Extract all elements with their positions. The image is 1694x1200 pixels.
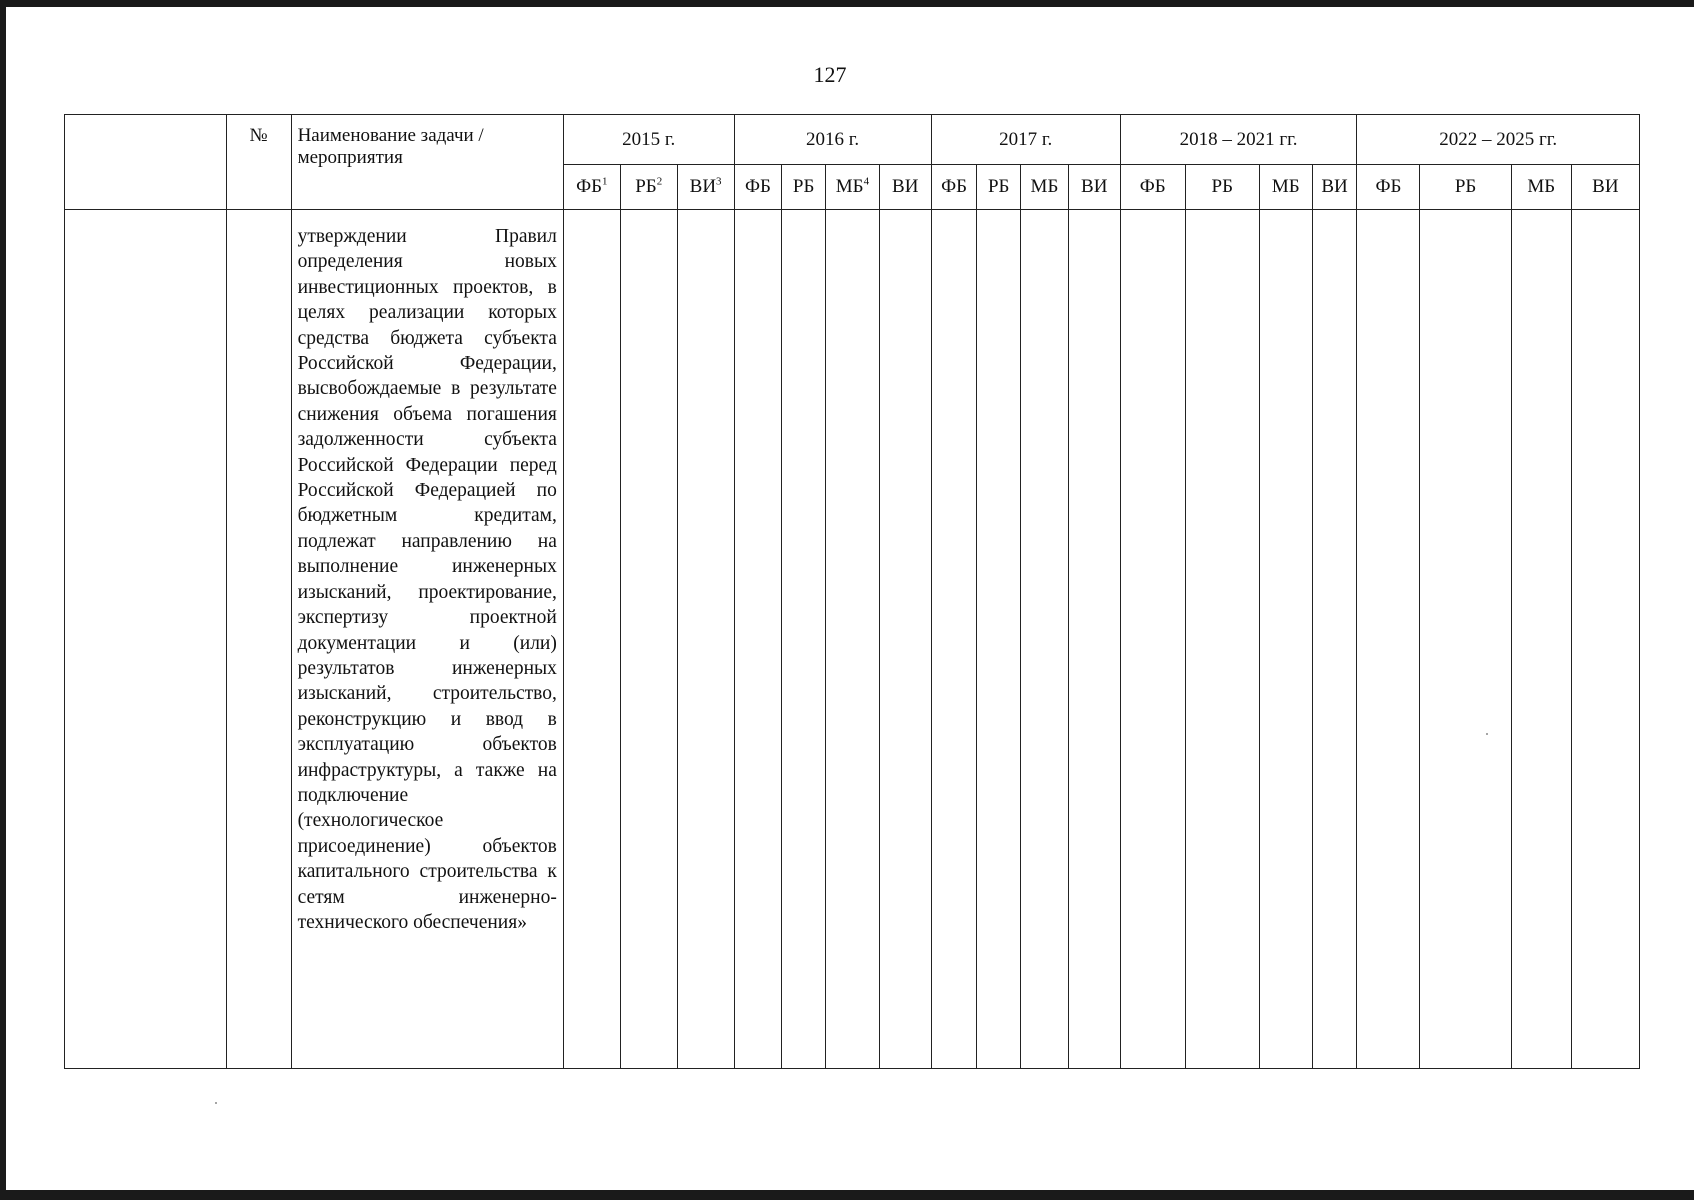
value-cell [1571, 210, 1639, 1069]
value-cell [1021, 210, 1069, 1069]
header-source-cell [977, 165, 1021, 210]
header-task-name: Наименование задачи / мероприятия [291, 115, 563, 210]
header-source-cell [1021, 165, 1069, 210]
source-label: ФБ [1139, 176, 1166, 197]
header-source-cell [1420, 165, 1511, 210]
source-label: ФБ [1375, 176, 1402, 197]
scan-border-left [0, 0, 6, 1200]
source-label: ФБ [744, 176, 771, 197]
header-source-cell [1068, 165, 1120, 210]
source-label: ВИ [1592, 176, 1619, 197]
footnote-mark: 3 [716, 175, 722, 188]
row-task-description: утверждении Правил определения новых инвестиционных проектов, в целях реализации которых средства бюджета субъекта Российской Федерации, высвобождаемые в результате снижения объема погашения задолженности субъекта Российской Федерации перед Российской Федерацией по бюджетным кредитам, подлежат направлению на выполнение инженерных изысканий, проектирование, экспертизу проектной документации и (или) результатов инженерных изысканий, строительство, реконструкцию и ввод в эксплуатацию объектов инфраструктуры, а также на подключение (технологическое присоединение) объектов капитального строительства к сетям инженерно-технического обеспечения» [291, 210, 563, 1069]
header-source-cell [1571, 165, 1639, 210]
value-cell [677, 210, 734, 1069]
scan-border-top [0, 0, 1694, 7]
header-period-2015: 2015 г. [563, 115, 734, 165]
scan-border-bottom [0, 1190, 1694, 1200]
source-label: РБ [635, 176, 657, 197]
budget-table [64, 114, 1640, 1069]
header-source-cell [620, 165, 677, 210]
footnote-mark: 2 [656, 175, 663, 188]
scan-speck [215, 1102, 217, 1104]
value-cell [563, 210, 620, 1069]
source-label: МБ [1271, 176, 1300, 197]
value-cell [1185, 210, 1259, 1069]
value-cell [1068, 210, 1120, 1069]
header-row-periods [65, 115, 1640, 165]
header-source-cell [734, 165, 782, 210]
header-source-cell [1511, 165, 1571, 210]
header-source-cell [825, 165, 879, 210]
value-cell [879, 210, 931, 1069]
header-source-cell [1259, 165, 1312, 210]
source-label: МБ [1030, 176, 1059, 197]
value-cell [620, 210, 677, 1069]
value-cell [977, 210, 1021, 1069]
value-cell [1312, 210, 1357, 1069]
header-source-cell [1185, 165, 1259, 210]
header-source-cell [1357, 165, 1420, 210]
source-label: ФБ [576, 176, 603, 197]
value-cell [1511, 210, 1571, 1069]
source-label: РБ [1454, 176, 1477, 197]
header-period-2022-2025: 2022 – 2025 гг. [1357, 115, 1640, 165]
header-source-cell [563, 165, 620, 210]
row-number-cell [226, 210, 291, 1069]
source-label: ФБ [941, 176, 967, 197]
header-period-2017: 2017 г. [931, 115, 1120, 165]
header-period-2018-2021: 2018 – 2021 гг. [1120, 115, 1357, 165]
header-source-cell [1312, 165, 1357, 210]
value-cell [1120, 210, 1185, 1069]
header-source-cell [782, 165, 826, 210]
header-blank-column [65, 115, 227, 210]
header-period-2016: 2016 г. [734, 115, 931, 165]
footnote-mark: 1 [602, 175, 608, 188]
value-cell [782, 210, 826, 1069]
header-source-cell [677, 165, 734, 210]
value-cell [931, 210, 977, 1069]
value-cell [1420, 210, 1511, 1069]
table-row [65, 210, 1640, 1069]
header-source-cell [931, 165, 977, 210]
source-label: ВИ [1321, 176, 1348, 197]
source-label: ВИ [1081, 176, 1108, 197]
source-label: РБ [792, 176, 815, 197]
value-cell [1259, 210, 1312, 1069]
value-cell [825, 210, 879, 1069]
source-label: РБ [1211, 176, 1234, 197]
header-number: № [226, 115, 291, 210]
source-label: ВИ [892, 176, 919, 197]
source-label: РБ [987, 176, 1010, 197]
source-label: ВИ [689, 176, 717, 197]
page-number: 127 [813, 62, 847, 87]
header-source-cell [879, 165, 931, 210]
header-source-cell [1120, 165, 1185, 210]
footnote-mark: 4 [863, 175, 870, 188]
value-cell [734, 210, 782, 1069]
row-blank-cell [65, 210, 227, 1069]
source-label: МБ [1527, 176, 1556, 197]
source-label: МБ [835, 176, 864, 197]
value-cell [1357, 210, 1420, 1069]
